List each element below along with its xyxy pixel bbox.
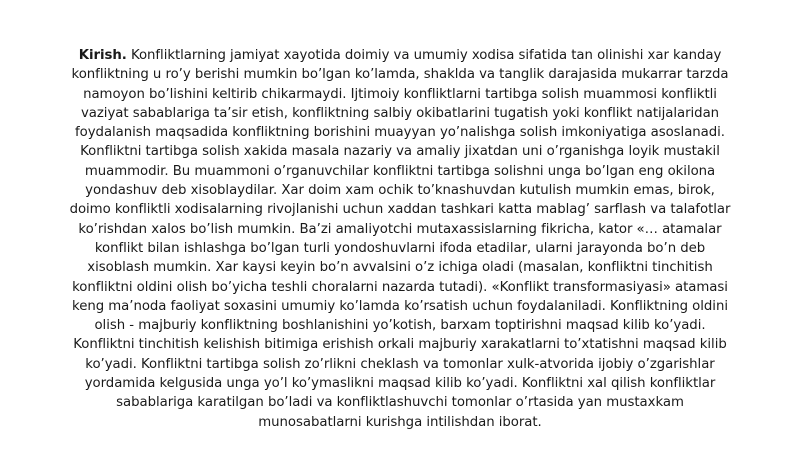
text-line: keng ma’noda faoliyat soxasini umumiy ko’lamda ko’rsatish uchun foydalaniladi. Konfliktning oldini bbox=[72, 298, 728, 314]
text-line: xisoblash mumkin. Xar kaysi keyin bo’n avvalsini o’z ichiga oladi (masalan, konfliktni tinchitish bbox=[87, 260, 713, 276]
text-line: sabablariga karatilgan bo’ladi va konfliktlashuvchi tomonlar o’rtasida yan mustaxkam bbox=[116, 395, 684, 411]
text-line: namoyon bo’lishini keltirib chikarmaydi. Ijtimoiy konfliktlarni tartibga solish muammosi konfliktli bbox=[83, 86, 717, 102]
text-line: foydalanish maqsadida konfliktning borishini muayyan yo’nalishga solish imkoniyatiga asoslanadi. bbox=[75, 125, 725, 141]
text-line: konfliktni oldini olish bo’yicha teshli choralarni nazarda tutadi). «Konflikt transformasiyasi» atamasi bbox=[72, 279, 728, 295]
text-line: olish - majburiy konfliktning boshlanishini yo’kotish, barxam toptirishni maqsad kilib ko’yadi. bbox=[94, 318, 706, 334]
text-line: Konfliktni tinchitish kelishish bitimiga erishish orkali majburiy xarakatlarni to’xtatishni maqsad kilib bbox=[73, 337, 727, 353]
text-line: ko’yadi. Konfliktni tartibga solish zo’rlikni cheklash va tomonlar xulk-atvorida ijobiy o’zgarishlar bbox=[85, 356, 715, 372]
text-line: munosabatlarni kurishga intilishdan iborat. bbox=[258, 414, 542, 430]
lead-heading: Kirish. bbox=[78, 48, 127, 63]
text-line: yondashuv deb xisoblaydilar. Xar doim xam ochik to’knashuvdan kutulish mumkin emas, birok, bbox=[85, 183, 715, 199]
text-line: vaziyat sabablariga ta’sir etish, konfliktning salbiy okibatlarini tugatish yoki konflikt natijalaridan bbox=[80, 105, 720, 121]
text-line: ko’rishdan xalos bo’lish mumkin. Ba’zi amaliyotchi mutaxassislarning fikricha, kator «… atamalar bbox=[78, 221, 722, 237]
text-line: Konfliktni tartibga solish xakida masala nazariy va amaliy jixatdan uni o’rganishga loyik mustakil bbox=[80, 144, 720, 160]
text-line: konfliktning u ro’y berishi mumkin bo’lgan ko’lamda, shaklda va tanglik darajasida mukarrar tarzda bbox=[71, 67, 729, 83]
body-paragraph bbox=[28, 46, 772, 432]
text-line: konflikt bilan ishlashga bo’lgan turli yondoshuvlarni ifoda etadilar, ularni jarayonda bo’n deb bbox=[94, 240, 706, 256]
text-line: doimo konfliktli xodisalarning rivojlanishi uchun xaddan tashkari katta mablag’ sarflash va talafotlar bbox=[69, 202, 731, 218]
text-line: muammodir. Bu muammoni o’rganuvchilar konfliktni tartibga solishni unga bo’lgan eng okilona bbox=[84, 163, 716, 179]
text-line: yordamida kelgusida unga yo’l ko’ymaslikni maqsad kilib ko’yadi. Konfliktni xal qilish konfliktlar bbox=[84, 376, 716, 392]
text-line: Konfliktlarning jamiyat xayotida doimiy va umumiy xodisa sifatida tan olinishi xar kanday bbox=[126, 48, 722, 63]
